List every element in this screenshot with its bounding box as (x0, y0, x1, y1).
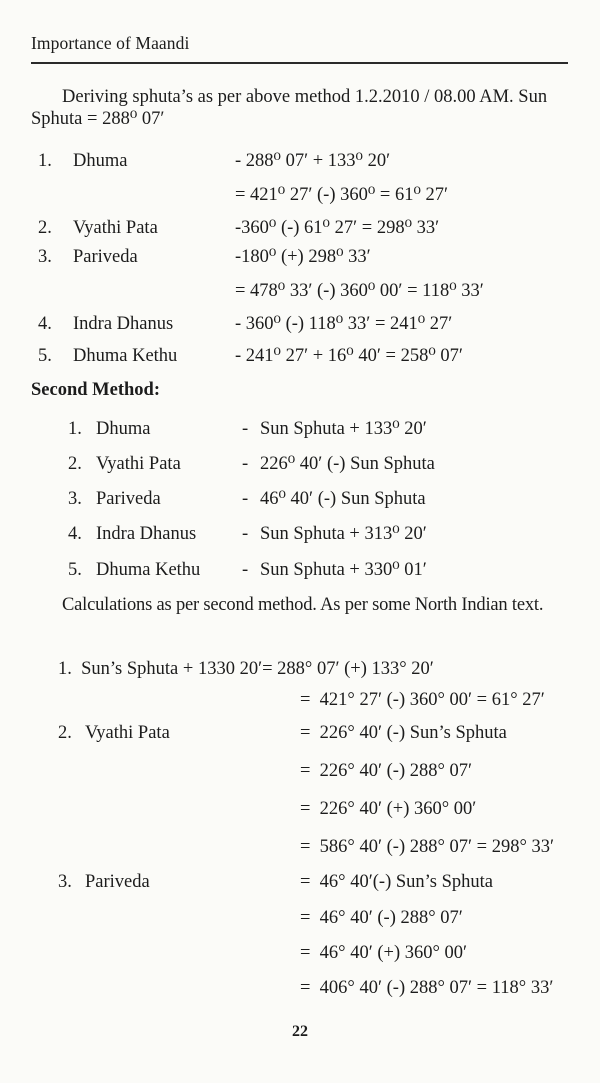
calc-line: = 226° 40′ (-) Sun’s Sphuta (300, 723, 507, 743)
item-dash: - (242, 454, 249, 474)
section-heading: Second Method: (31, 380, 160, 400)
item-label: Dhuma (96, 419, 151, 439)
item-label: Dhuma Kethu (96, 560, 201, 580)
calc-line: = 46° 40′ (+) 360° 00′ (300, 943, 468, 963)
intro-paragraph: Deriving sphuta’s as per above method 1.2.2010 / 08.00 AM. Sun Sphuta = 288⁰ 07′ (31, 87, 548, 129)
item-expression: - 241⁰ 27′ + 16⁰ 40′ = 258⁰ 07′ (235, 346, 463, 366)
item-dash: - (242, 524, 249, 544)
item-number: 3. (38, 247, 52, 267)
item-number: 1. (68, 419, 82, 439)
item-formula: Sun Sphuta + 133⁰ 20′ (260, 419, 427, 439)
calc-line: = 406° 40′ (-) 288° 07′ = 118° 33′ (300, 978, 554, 998)
item-expression: = 421⁰ 27′ (-) 360⁰ = 61⁰ 27′ (235, 185, 449, 205)
item-formula: 226⁰ 40′ (-) Sun Sphuta (260, 454, 435, 474)
calc-line: = 226° 40′ (+) 360° 00′ (300, 799, 477, 819)
calc-line: = 46° 40′ (-) 288° 07′ (300, 908, 463, 928)
item-dash: - (242, 560, 249, 580)
item-label: Pariveda (73, 247, 138, 267)
item-expression: -360⁰ (-) 61⁰ 27′ = 298⁰ 33′ (235, 218, 440, 238)
calc-item-1 (58, 658, 434, 680)
item-label: Indra Dhanus (96, 524, 197, 544)
item-number: 2. (38, 218, 52, 238)
header-rule (31, 62, 568, 64)
item-expression: - 288⁰ 07′ + 133⁰ 20′ (235, 151, 391, 171)
item-number: 1. (38, 151, 52, 171)
calc-line: = 46° 40′(-) Sun’s Sphuta (300, 872, 494, 892)
item-formula: Sun Sphuta + 313⁰ 20′ (260, 524, 427, 544)
calc-line: = 586° 40′ (-) 288° 07′ = 298° 33′ (300, 837, 555, 857)
item-expression: = 478⁰ 33′ (-) 360⁰ 00′ = 118⁰ 33′ (235, 281, 484, 301)
item-expression: -180⁰ (+) 298⁰ 33′ (235, 247, 371, 267)
item-number: 5. (38, 346, 52, 366)
item-label: Vyathi Pata (73, 218, 158, 238)
item-formula: 46⁰ 40′ (-) Sun Sphuta (260, 489, 426, 509)
item-number: 2. (68, 454, 82, 474)
item-label: Indra Dhanus (73, 314, 174, 334)
calc-item-1-continuation (300, 689, 545, 711)
item-number: 5. (68, 560, 82, 580)
page-number: 22 (292, 1023, 308, 1040)
calc-line: = 421° 27′ (-) 360° 00′ = 61° 27′ (300, 690, 545, 710)
item-label: Pariveda (85, 872, 150, 892)
item-label: Vyathi Pata (96, 454, 181, 474)
item-dash: - (242, 489, 249, 509)
item-label: Dhuma (73, 151, 128, 171)
calc-line: = 226° 40′ (-) 288° 07′ (300, 761, 473, 781)
calculations-intro: Calculations as per second method. As per some North Indian text. (62, 595, 544, 615)
calc-line: 1. Sun’s Sphuta + 1330 20′= 288° 07′ (+) 133° 20′ (58, 659, 434, 679)
item-label: Vyathi Pata (85, 723, 170, 743)
item-expression: - 360⁰ (-) 118⁰ 33′ = 241⁰ 27′ (235, 314, 453, 334)
item-label: Pariveda (96, 489, 161, 509)
item-dash: - (242, 419, 249, 439)
item-number: 3. (58, 872, 72, 892)
item-number: 3. (68, 489, 82, 509)
item-number: 4. (38, 314, 52, 334)
item-label: Dhuma Kethu (73, 346, 178, 366)
running-head: Importance of Maandi (31, 33, 190, 53)
item-formula: Sun Sphuta + 330⁰ 01′ (260, 560, 427, 580)
item-number: 2. (58, 723, 72, 743)
item-number: 4. (68, 524, 82, 544)
